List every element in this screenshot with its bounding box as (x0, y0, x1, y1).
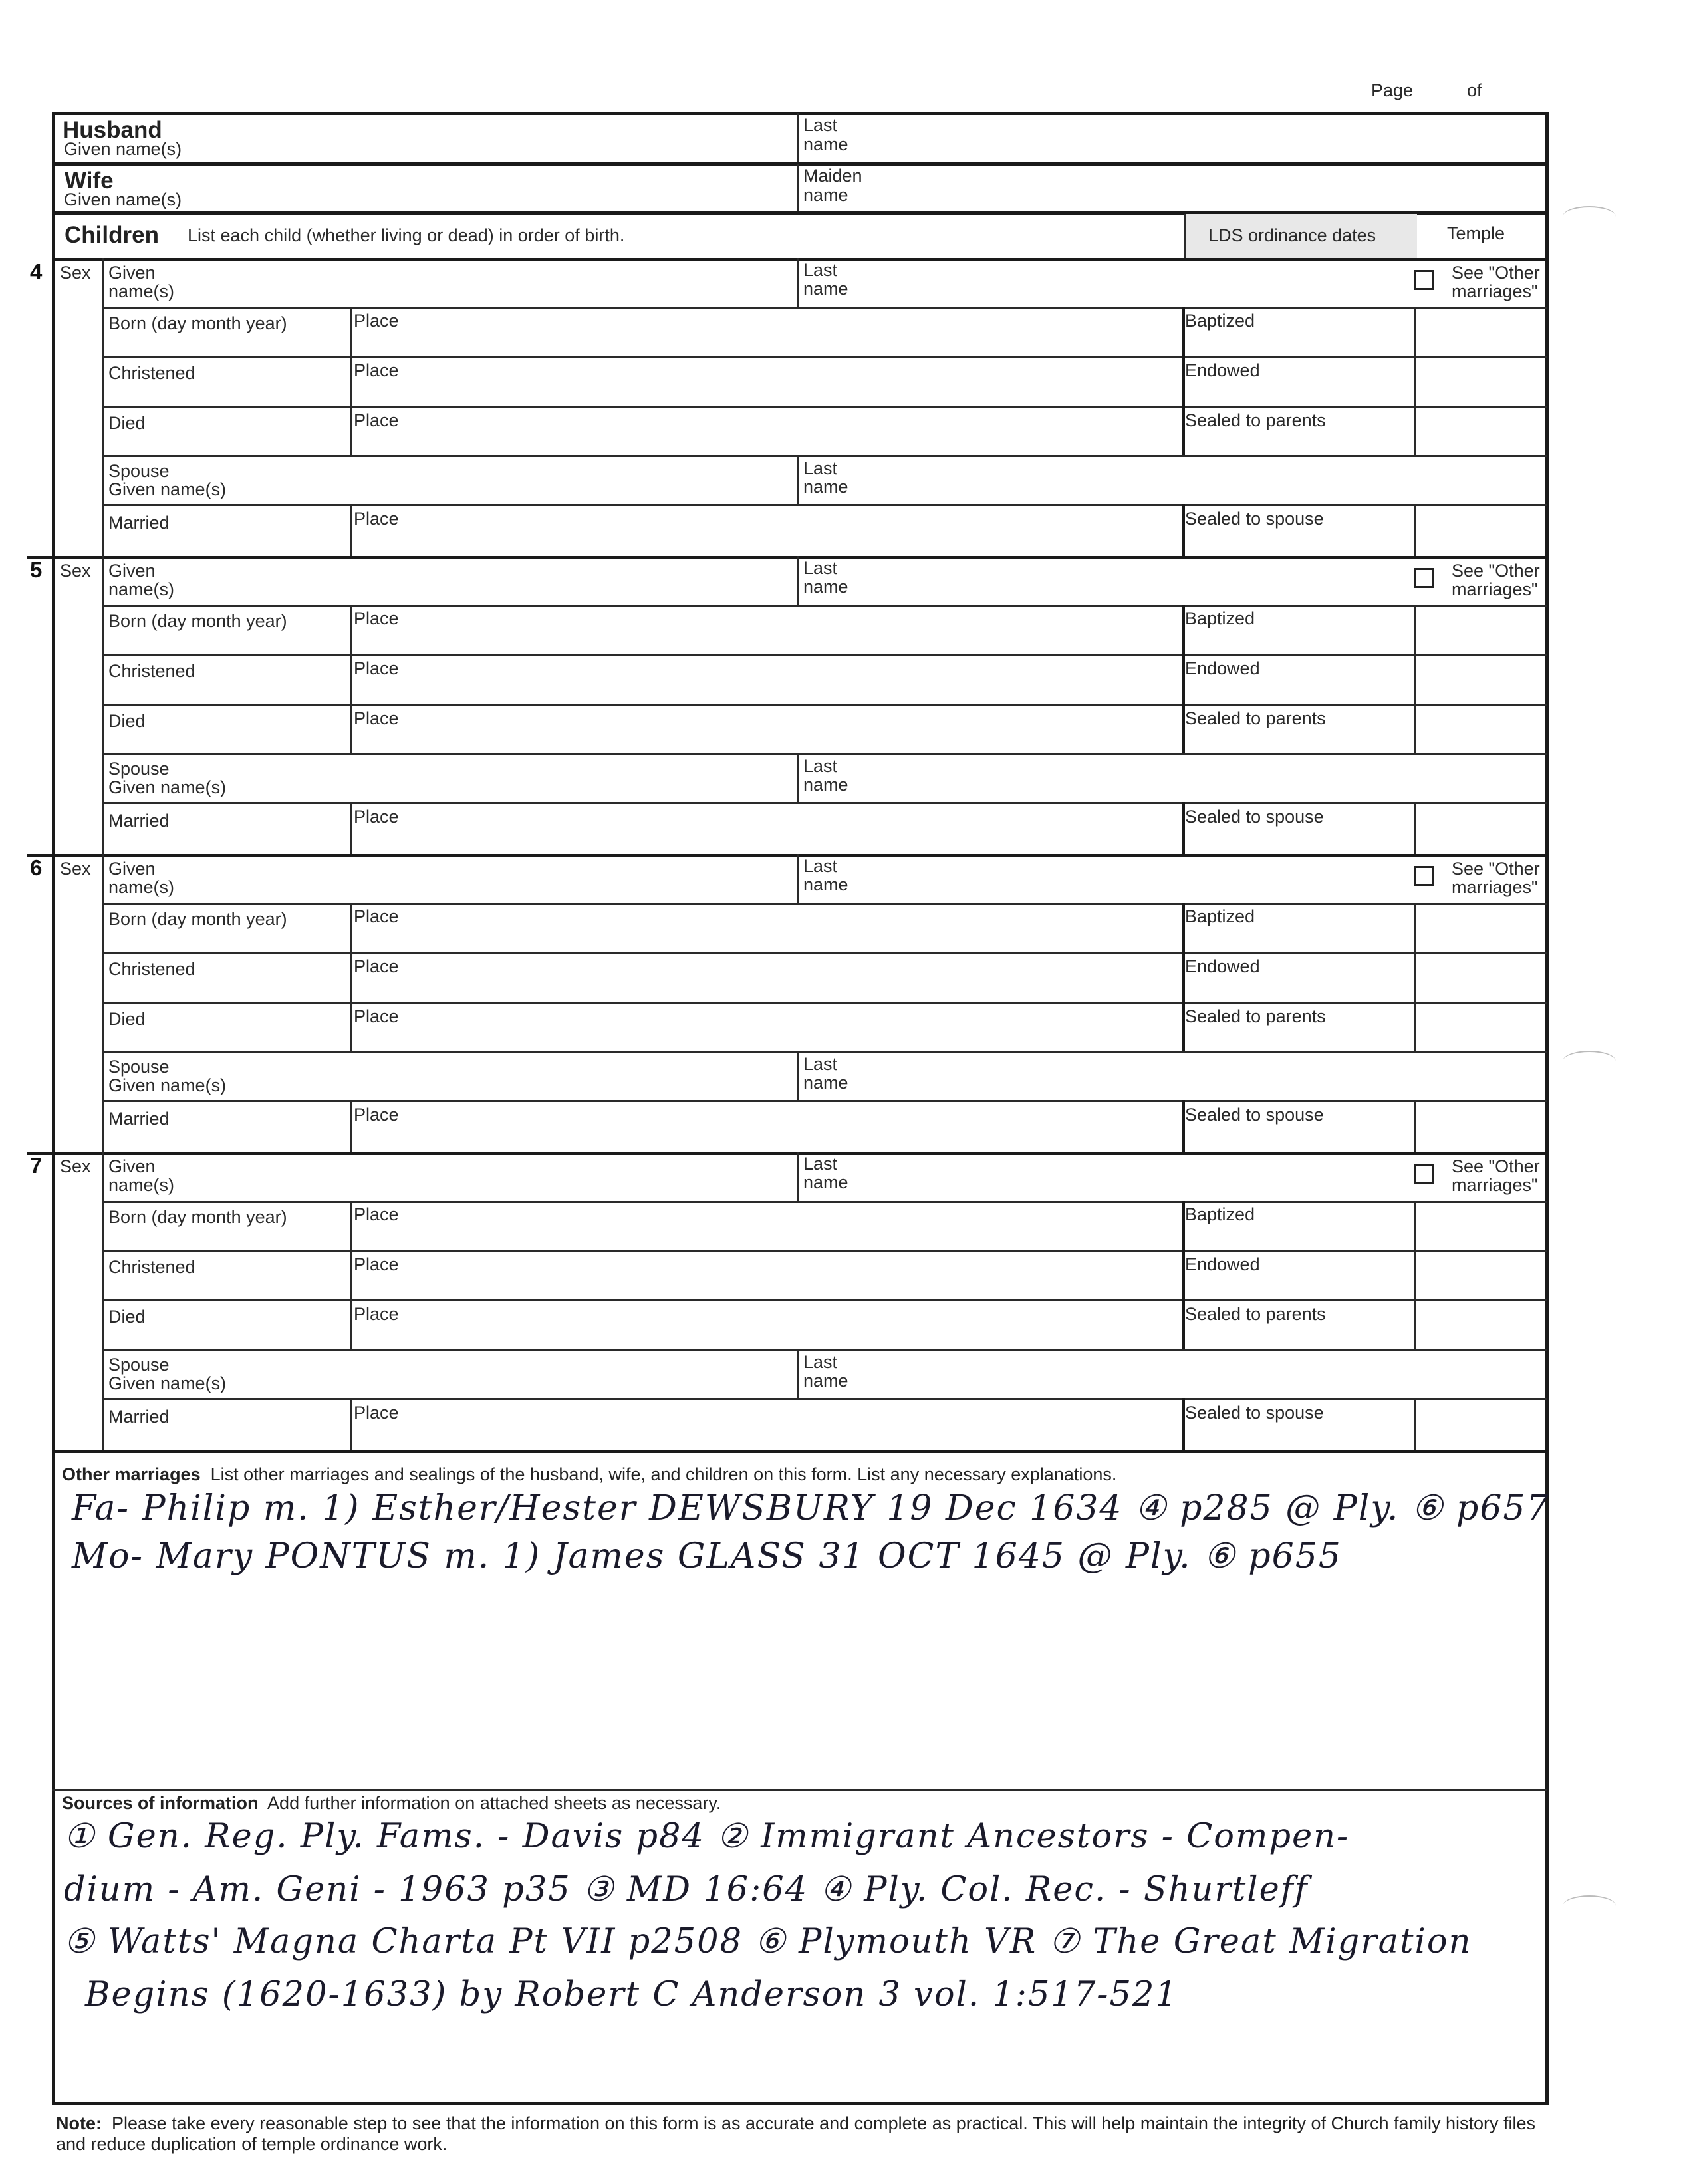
divider (102, 1201, 1547, 1203)
place-label: Place (354, 906, 399, 926)
divider (797, 1051, 799, 1101)
divider (102, 753, 1547, 755)
place-label: Place (354, 1204, 399, 1224)
child-number: 4 (30, 259, 43, 284)
sources-title: Sources of information (62, 1793, 259, 1813)
place-label: Place (354, 360, 399, 380)
other-marriages-instruction: List other marriages and sealings of the husband, wife, and children on this form. List any necessary explanations. (210, 1464, 1117, 1484)
child-block (0, 1152, 1689, 1450)
died-label: Died (108, 1009, 146, 1029)
endowed-label: Endowed (1185, 360, 1260, 380)
divider (797, 455, 799, 505)
divider (52, 258, 1549, 261)
of-label: of (1467, 80, 1482, 100)
child-number: 5 (30, 557, 43, 582)
husband-title: Husband (63, 117, 162, 143)
divider (1182, 1398, 1185, 1450)
divider (1182, 802, 1185, 854)
christened-label: Christened (108, 363, 195, 383)
note-text: Please take every reasonable step to see that the information on this form is as accurate and complete as practical. This will help maintain the integrity of Church family history files and reduce duplication of temple ordinance work. (56, 2114, 1536, 2154)
divider (27, 556, 1549, 559)
born-label: Born (day month year) (108, 611, 287, 631)
handwritten-line: Begins (1620-1633) by Robert C Anderson 3 vol. 1:517-521 (85, 1975, 1178, 2014)
children-instruction: List each child (whether living or dead) in order of birth. (188, 225, 625, 245)
sealed-to-spouse-label: Sealed to spouse (1185, 1105, 1324, 1125)
divider (102, 1051, 1547, 1053)
form-top-border (52, 112, 1549, 115)
see-other-marriages-checkbox[interactable] (1414, 866, 1434, 886)
sex-label: Sex (60, 1157, 91, 1176)
divider (27, 1152, 1549, 1155)
handwritten-line: ① Gen. Reg. Ply. Fams. - Davis p84 ② Immigrant Ancestors - Compen- (64, 1817, 1350, 1856)
sources-instruction: Add further information on attached sheets as necessary. (267, 1793, 721, 1813)
place-label: Place (354, 609, 399, 628)
endowed-label: Endowed (1185, 658, 1260, 678)
divider (1182, 605, 1185, 754)
born-label: Born (day month year) (108, 1207, 287, 1227)
spouse-last-label: Last name (803, 458, 848, 497)
divider (52, 1450, 1549, 1453)
lds-ordinance-label: LDS ordinance dates (1208, 225, 1376, 245)
spouse-last-label: Last name (803, 1054, 848, 1093)
divider (102, 1398, 1547, 1400)
divider (102, 1299, 1547, 1301)
divider (1414, 1201, 1416, 1350)
see-other-marriages-label: See "Other marriages" (1452, 561, 1540, 599)
spouse-label: Spouse Given name(s) (108, 759, 227, 797)
divider (797, 1152, 799, 1202)
divider (797, 854, 799, 904)
divider (350, 802, 352, 854)
place-label: Place (354, 956, 399, 976)
place-label: Place (354, 1105, 399, 1125)
temple-label: Temple (1447, 223, 1505, 243)
place-label: Place (354, 1006, 399, 1026)
divider (52, 162, 1549, 166)
sex-label: Sex (60, 859, 91, 879)
divider (1414, 605, 1416, 754)
place-label: Place (354, 807, 399, 827)
divider (1182, 504, 1185, 556)
other-marriages-title: Other marriages (62, 1464, 201, 1484)
married-label: Married (108, 1407, 170, 1427)
born-label: Born (day month year) (108, 909, 287, 929)
divider (102, 1250, 1547, 1252)
note-label: Note: (56, 2114, 102, 2133)
see-other-marriages-label: See "Other marriages" (1452, 1157, 1540, 1195)
divider (1414, 1100, 1416, 1152)
divider (1182, 903, 1185, 1052)
divider (350, 605, 352, 754)
wife-maiden-label: Maiden (803, 166, 862, 186)
wife-title: Wife (65, 168, 114, 194)
divider (350, 307, 352, 456)
endowed-label: Endowed (1185, 956, 1260, 976)
divider (102, 704, 1547, 706)
divider (102, 504, 1547, 506)
divider (102, 952, 1547, 954)
wife-given-label: Given name(s) (64, 190, 182, 209)
husband-given-label: Given name(s) (64, 139, 182, 159)
sex-label: Sex (60, 263, 91, 283)
page-label: Page (1371, 80, 1414, 100)
see-other-marriages-label: See "Other marriages" (1452, 859, 1540, 897)
binder-hole-mark (1563, 206, 1616, 227)
sealed-to-parents-label: Sealed to parents (1185, 1006, 1326, 1026)
child-block (0, 556, 1689, 854)
married-label: Married (108, 513, 170, 533)
divider (102, 1349, 1547, 1351)
divider (350, 903, 352, 1052)
last-label: Last name (803, 260, 848, 299)
given-label: Given name(s) (108, 263, 175, 301)
place-label: Place (354, 708, 399, 728)
place-label: Place (354, 658, 399, 678)
born-label: Born (day month year) (108, 313, 287, 333)
divider (350, 504, 352, 556)
child-block (0, 854, 1689, 1152)
place-label: Place (354, 1254, 399, 1274)
divider (102, 903, 1547, 905)
divider (102, 654, 1547, 656)
child-number: 7 (30, 1153, 43, 1178)
handwritten-line: Fa- Philip m. 1) Esther/Hester DEWSBURY 19 Dec 1634 ④ p285 @ Ply. ⑥ p657 (72, 1488, 1550, 1528)
sex-label: Sex (60, 561, 91, 581)
given-label: Given name(s) (108, 859, 175, 897)
spouse-label: Spouse Given name(s) (108, 1057, 227, 1095)
divider (1182, 1100, 1185, 1152)
divider (797, 556, 799, 607)
divider (102, 455, 1547, 457)
divider (52, 1789, 1547, 1791)
divider (1182, 307, 1185, 456)
form-bottom-border (52, 2102, 1549, 2105)
died-label: Died (108, 1307, 146, 1327)
child-number: 6 (30, 855, 43, 880)
divider (797, 1349, 799, 1399)
see-other-marriages-checkbox[interactable] (1414, 1164, 1434, 1184)
christened-label: Christened (108, 661, 195, 681)
divider (102, 1100, 1547, 1102)
married-label: Married (108, 1109, 170, 1129)
wife-maiden-label: name (803, 185, 848, 205)
place-label: Place (354, 410, 399, 430)
died-label: Died (108, 413, 146, 433)
christened-label: Christened (108, 959, 195, 979)
divider (102, 802, 1547, 804)
christened-label: Christened (108, 1257, 195, 1277)
sealed-to-spouse-label: Sealed to spouse (1185, 509, 1324, 529)
divider (350, 1201, 352, 1350)
divider (1414, 1398, 1416, 1450)
divider (350, 1100, 352, 1152)
spouse-label: Spouse Given name(s) (108, 1355, 227, 1393)
child-block (0, 258, 1689, 556)
place-label: Place (354, 1304, 399, 1324)
sealed-to-spouse-label: Sealed to spouse (1185, 1403, 1324, 1423)
baptized-label: Baptized (1185, 906, 1255, 926)
handwritten-line: dium - Am. Geni - 1963 p35 ③ MD 16:64 ④ Ply. Col. Rec. - Shurtleff (64, 1870, 1309, 1909)
baptized-label: Baptized (1185, 1204, 1255, 1224)
given-label: Given name(s) (108, 561, 175, 599)
last-label: Last name (803, 558, 848, 597)
husband-last-label: Last (803, 115, 838, 135)
divider (102, 307, 1547, 309)
spouse-last-label: Last name (803, 756, 848, 795)
divider (797, 258, 799, 309)
sealed-to-spouse-label: Sealed to spouse (1185, 807, 1324, 827)
divider (102, 406, 1547, 408)
see-other-marriages-checkbox[interactable] (1414, 270, 1434, 290)
baptized-label: Baptized (1185, 609, 1255, 628)
see-other-marriages-label: See "Other marriages" (1452, 263, 1540, 301)
endowed-label: Endowed (1185, 1254, 1260, 1274)
divider (102, 605, 1547, 607)
binder-hole-mark (1563, 1895, 1616, 1917)
last-label: Last name (803, 1154, 848, 1192)
divider (1182, 1201, 1185, 1350)
footer-note (56, 2114, 1539, 2155)
handwritten-line: ⑤ Watts' Magna Charta Pt VII p2508 ⑥ Plymouth VR ⑦ The Great Migration (64, 1922, 1472, 1961)
baptized-label: Baptized (1185, 311, 1255, 331)
married-label: Married (108, 811, 170, 831)
divider (1414, 903, 1416, 1052)
children-title: Children (65, 222, 159, 248)
handwritten-line: Mo- Mary PONTUS m. 1) James GLASS 31 OCT 1645 @ Ply. ⑥ p655 (72, 1536, 1342, 1576)
died-label: Died (108, 711, 146, 731)
divider (1414, 802, 1416, 854)
place-label: Place (354, 311, 399, 331)
see-other-marriages-checkbox[interactable] (1414, 568, 1434, 588)
sealed-to-parents-label: Sealed to parents (1185, 1304, 1326, 1324)
place-label: Place (354, 1403, 399, 1423)
divider (102, 1002, 1547, 1004)
spouse-last-label: Last name (803, 1352, 848, 1391)
husband-last-label: name (803, 134, 848, 154)
sources-heading (62, 1793, 721, 1814)
given-label: Given name(s) (108, 1157, 175, 1195)
divider (797, 753, 799, 803)
spouse-label: Spouse Given name(s) (108, 461, 227, 499)
divider (27, 854, 1549, 857)
other-marriages-heading (62, 1464, 1116, 1485)
sealed-to-parents-label: Sealed to parents (1185, 410, 1326, 430)
divider (102, 356, 1547, 358)
divider (350, 1398, 352, 1450)
divider (797, 164, 799, 213)
divider (1414, 307, 1416, 456)
divider (797, 113, 799, 164)
last-label: Last name (803, 856, 848, 894)
place-label: Place (354, 509, 399, 529)
sealed-to-parents-label: Sealed to parents (1185, 708, 1326, 728)
divider (1414, 504, 1416, 556)
